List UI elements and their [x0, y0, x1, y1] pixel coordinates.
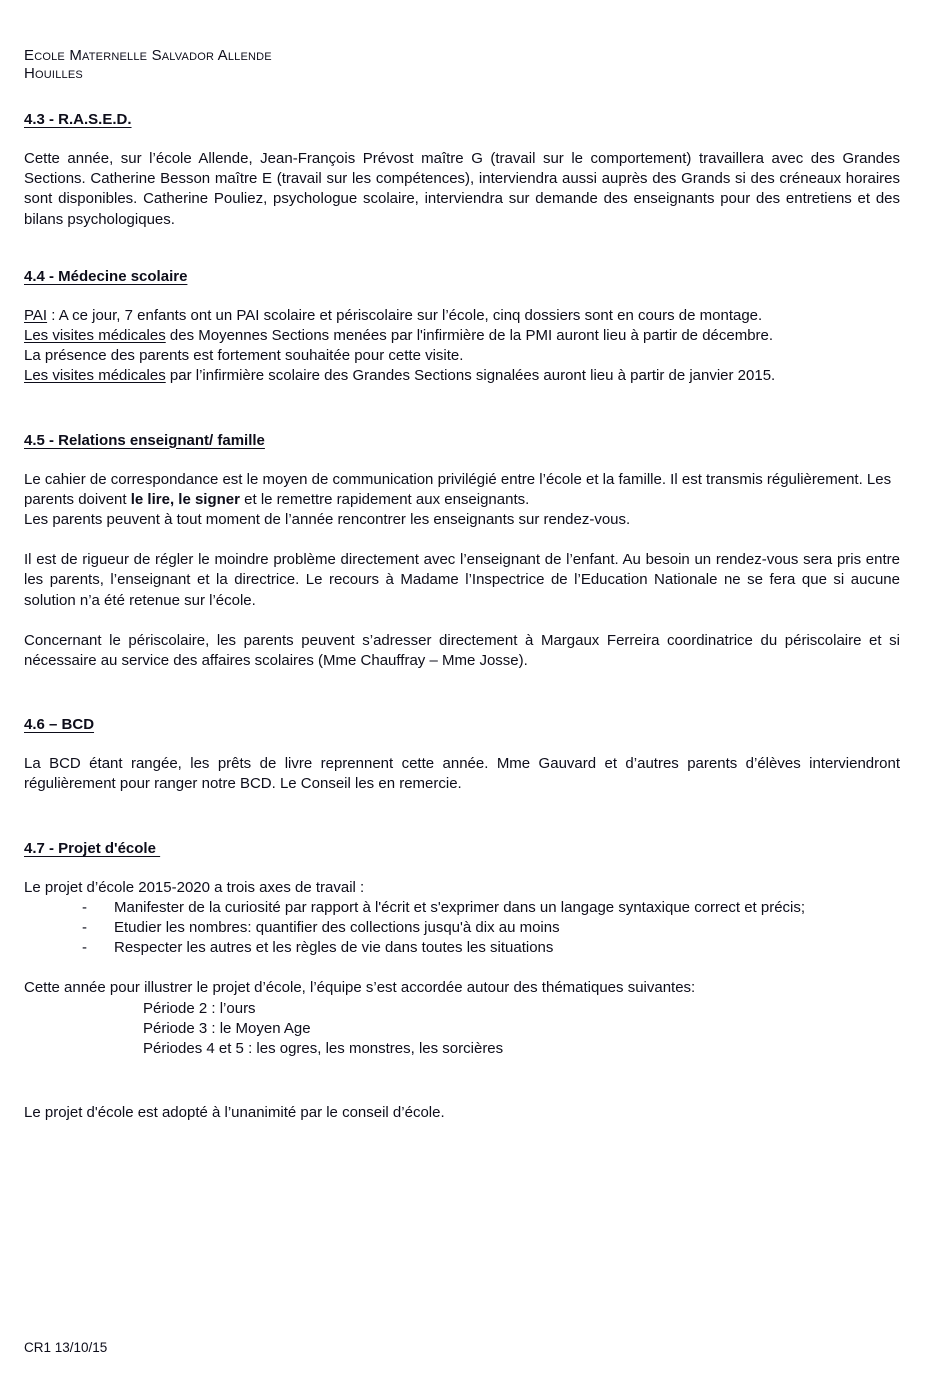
- paragraph-cahier-correspondance: [24, 470, 900, 510]
- periods-list: [24, 999, 900, 1060]
- section-heading-medecine: [24, 267, 900, 287]
- cahier-text-bold: le lire, le signer: [130, 490, 240, 508]
- paragraph-presence-parents: La présence des parents est fortement souhaitée pour cette visite.: [24, 347, 464, 365]
- list-item: [24, 898, 900, 918]
- paragraph-rigueur: Il est de rigueur de régler le moindre problème directement avec l’enseignant de l’enfant. Au besoin un rendez-vous sera pris entre les parents, l’enseignant et la directrice. Le recours à Madame l’Inspectrice de l’Education Nationale ne se fera que si aucune solution n’a été retenue sur l’école.: [24, 551, 900, 609]
- paragraph-visites-ms: [24, 326, 900, 346]
- period-line: Période 3 : le Moyen Age: [143, 1019, 311, 1037]
- section-heading-projet-text: 4.7 - Projet d'école: [24, 839, 161, 857]
- dash-bullet-icon: -: [82, 919, 87, 937]
- paragraph-rendez-vous: Les parents peuvent à tout moment de l’année rencontrer les enseignants sur rendez-vous.: [24, 511, 631, 529]
- paragraph-visites-gs: [24, 366, 900, 386]
- letterhead-city: Houilles: [24, 65, 83, 82]
- dash-bullet-icon: -: [82, 898, 87, 916]
- section-heading-rased-text: 4.3 - R.A.S.E.D.: [24, 111, 132, 128]
- visites-gs-rest: par l’infirmière scolaire des Grandes Sections signalées auront lieu à partir de janvier 2015.: [165, 367, 776, 385]
- paragraph-thematiques-intro: Cette année pour illustrer le projet d’école, l’équipe s’est accordée autour des thématiques suivantes:: [24, 979, 696, 997]
- list-item-label: Manifester de la curiosité par rapport à l'écrit et s'exprimer dans un langage syntaxique correct et précis;: [114, 898, 806, 916]
- paragraph-periscolaire: Concernant le périscolaire, les parents peuvent s’adresser directement à Margaux Ferreira coordinatrice du périscolaire et si nécessaire au service des affaires scolaires (Mme Chauffray – Mme Josse).: [24, 631, 900, 670]
- list-item-label: Respecter les autres et les règles de vie dans toutes les situations: [114, 939, 554, 957]
- footer-reference: CR1 13/10/15: [24, 1340, 108, 1355]
- section-heading-projet: [24, 839, 900, 859]
- visites-medicales-label-1: Les visites médicales: [24, 327, 166, 345]
- cahier-text-b: et le remettre rapidement aux enseignants.: [239, 490, 530, 508]
- cahier-text-a: Le cahier de correspondance est le moyen de communication privilégié entre l’école et la famille. Il est transmis régulièrement. Les parents doivent: [24, 470, 892, 508]
- paragraph-pai: [24, 306, 900, 326]
- pai-rest: : A ce jour, 7 enfants ont un PAI scolaire et périscolaire sur l’école, cinq dossiers sont en cours de montage.: [47, 306, 763, 324]
- section-heading-bcd: [24, 715, 900, 735]
- paragraph-projet-adopte: Le projet d'école est adopté à l’unanimité par le conseil d’école.: [24, 1104, 445, 1122]
- paragraph-bcd: La BCD étant rangée, les prêts de livre reprennent cette année. Mme Gauvard et d’autres parents d’élèves interviendront régulièrement pour ranger notre BCD. Le Conseil les en remercie.: [24, 755, 900, 793]
- list-item: [24, 938, 900, 958]
- list-item-label: Etudier les nombres: quantifier des collections jusqu'à dix au moins: [114, 919, 560, 937]
- section-heading-medecine-text: 4.4 - Médecine scolaire: [24, 267, 188, 285]
- visites-medicales-label-2: Les visites médicales: [24, 367, 166, 385]
- section-heading-relations-text: 4.5 - Relations enseignant/ famille: [24, 431, 265, 449]
- period-line: Périodes 4 et 5 : les ogres, les monstres, les sorcières: [143, 1040, 504, 1058]
- letterhead: [24, 47, 900, 83]
- list-item: [24, 918, 900, 938]
- paragraph-projet-intro: Le projet d’école 2015-2020 a trois axes de travail :: [24, 878, 365, 896]
- section-heading-relations: [24, 431, 900, 451]
- section-heading-rased: [24, 110, 900, 130]
- letterhead-school-name: Ecole Maternelle Salvador Allende: [24, 47, 272, 64]
- section-heading-bcd-text: 4.6 – BCD: [24, 716, 95, 734]
- period-line: Période 2 : l’ours: [143, 999, 256, 1017]
- visites-ms-rest: des Moyennes Sections menées par l'infirmière de la PMI auront lieu à partir de décembre.: [165, 327, 774, 345]
- paragraph-rased: Cette année, sur l’école Allende, Jean-François Prévost maître G (travail sur le comportement) travaillera avec des Grandes Sections. Catherine Besson maître E (travail sur les compétences), interviendra aussi auprès des Grands si des créneaux horaires sont disponibles. Catherine Pouliez, psychologue scolaire, interviendra sur demande des enseignants pour des entretiens et des bilans psychologiques.: [24, 150, 900, 228]
- projet-axes-list: [24, 898, 900, 959]
- pai-label: PAI: [24, 306, 48, 324]
- dash-bullet-icon: -: [82, 939, 87, 957]
